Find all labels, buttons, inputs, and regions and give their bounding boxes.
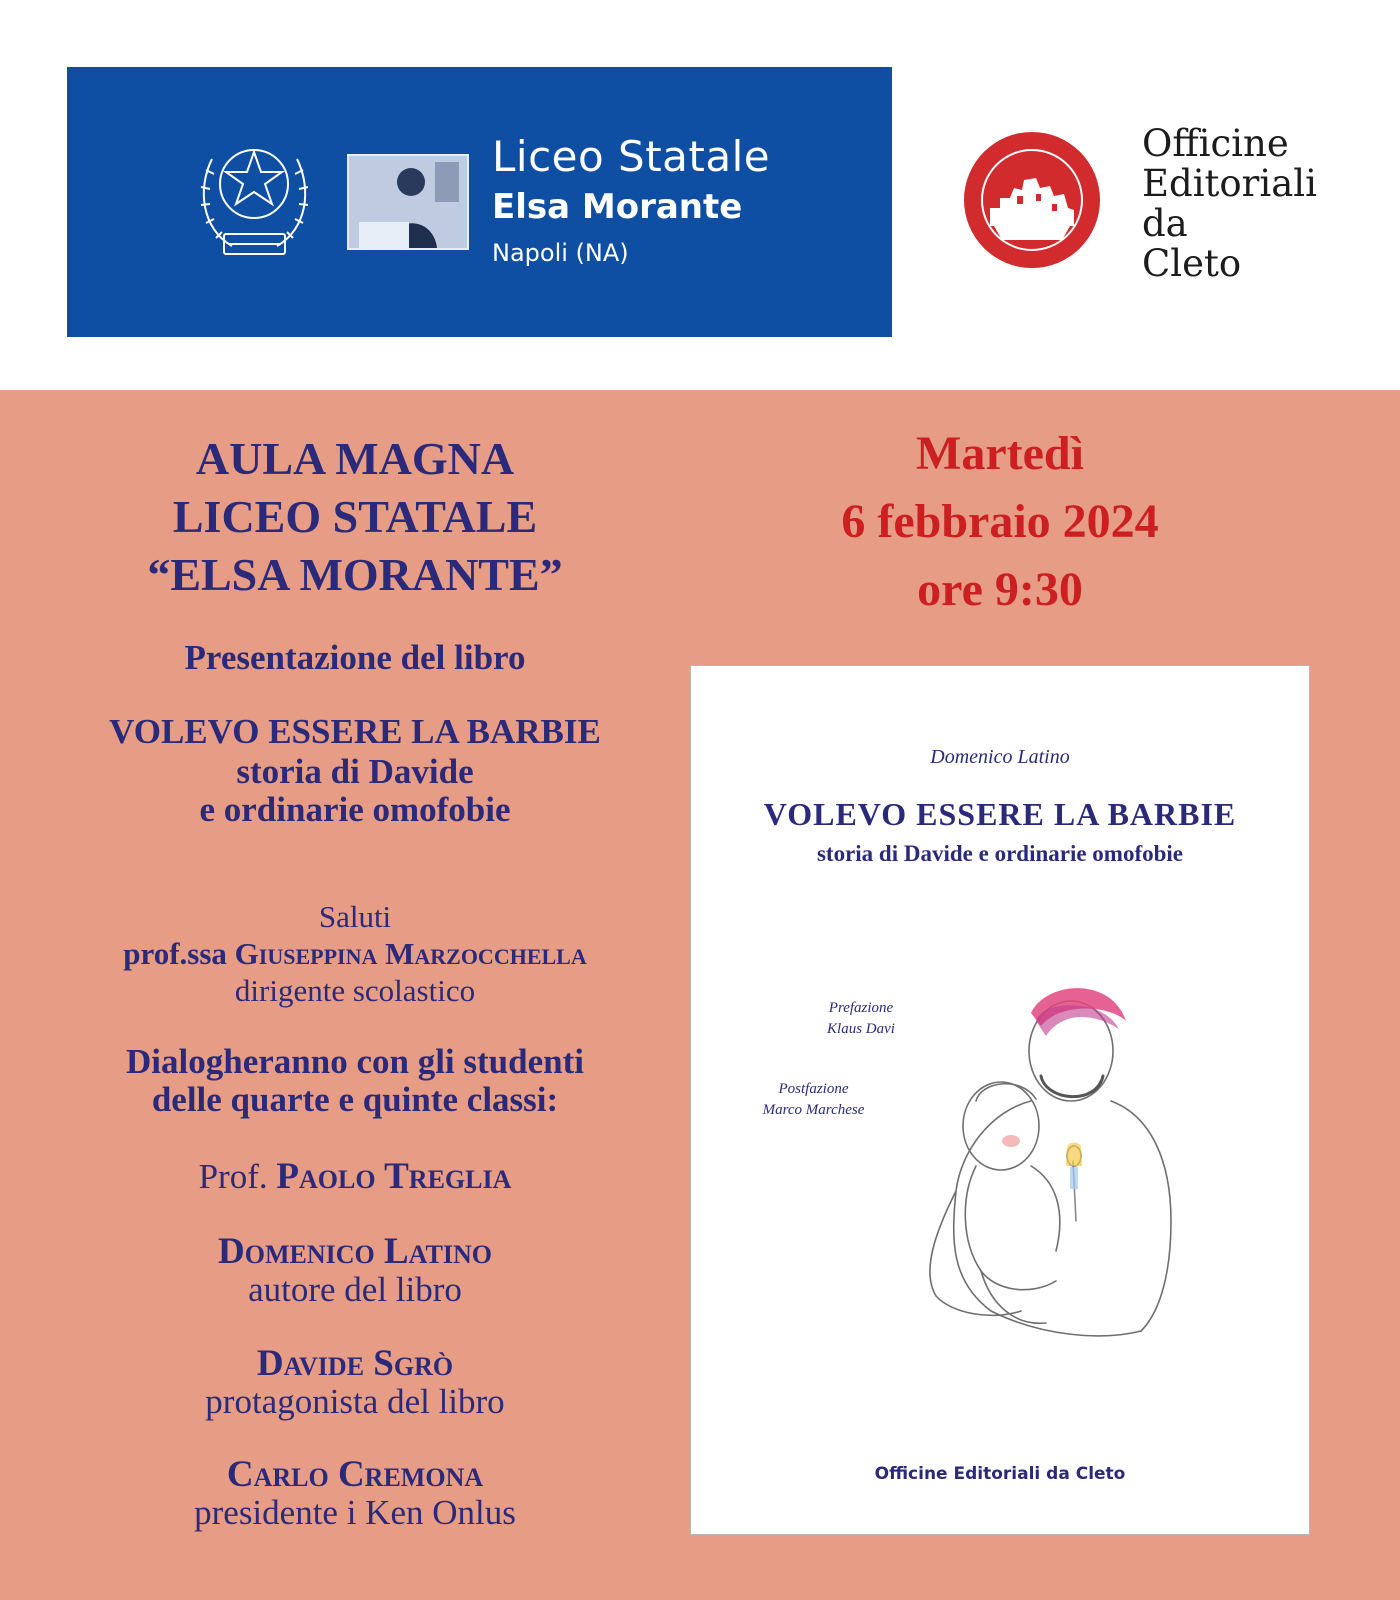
school-banner <box>67 67 892 337</box>
cover-publisher: Officine Editoriali da Cleto <box>874 1464 1126 1484</box>
italian-republic-emblem-icon <box>192 134 317 269</box>
speaker-item <box>40 1233 670 1309</box>
school-location: Napoli (NA) <box>492 239 629 267</box>
cover-postface-label: Postfazione <box>778 1081 849 1097</box>
cover-subtitle: storia di Davide e ordinarie omofobie <box>816 841 1184 866</box>
dialogue-intro <box>40 1043 670 1119</box>
venue-heading <box>40 430 670 604</box>
publisher-seal-icon <box>962 130 1102 270</box>
event-day: Martedì <box>916 427 1084 480</box>
greetings-block <box>40 898 670 1009</box>
speaker-item <box>40 1345 670 1421</box>
cover-preface-name: Klaus Davi <box>827 1021 895 1037</box>
speaker-role: protagonista del libro <box>205 1382 505 1421</box>
cover-title: VOLEVO ESSERE LA BARBIE <box>763 796 1237 832</box>
book-subtitle <box>40 753 670 829</box>
speaker-name: Davide Sgrò <box>256 1343 454 1384</box>
speaker-role: presidente i Ken Onlus <box>194 1493 516 1532</box>
greetings-label: Saluti <box>318 899 392 934</box>
cover-postface <box>746 1079 881 1121</box>
publisher-wordmark-line: Editoriali <box>1142 162 1317 205</box>
venue-line: LICEO STATALE <box>172 491 538 542</box>
venue-line: AULA MAGNA <box>195 433 515 484</box>
event-date-text: 6 febbraio 2024 <box>841 495 1159 548</box>
cover-preface <box>806 998 916 1040</box>
publisher-wordmark-line: Cleto <box>1142 242 1242 285</box>
publisher-wordmark-line: da <box>1142 202 1188 245</box>
greetings-person <box>40 935 670 972</box>
book-cover <box>690 665 1310 1535</box>
speaker-name: Carlo Cremona <box>226 1454 484 1495</box>
greetings-role: dirigente scolastico <box>234 973 476 1008</box>
speaker-name: Domenico Latino <box>218 1231 492 1272</box>
book-subtitle-line: e ordinarie omofobie <box>199 790 511 829</box>
greetings-name: Giuseppina Marzocchella <box>234 936 587 971</box>
event-time: ore 9:30 <box>917 563 1083 616</box>
publisher-wordmark <box>1142 124 1317 284</box>
school-dedication: Elsa Morante <box>492 187 743 227</box>
speaker-item <box>40 1158 670 1196</box>
publisher-wordmark-line: Officine <box>1142 122 1289 165</box>
venue-line: “ELSA MORANTE” <box>147 549 563 600</box>
speaker-item <box>40 1456 670 1532</box>
dialogue-intro-line: Dialogheranno con gli studenti <box>126 1042 584 1081</box>
elsa-morante-photo <box>347 154 469 250</box>
cover-author: Domenico Latino <box>930 746 1070 768</box>
school-name: Liceo Statale <box>492 132 771 181</box>
speaker-prefix: Prof. <box>198 1157 268 1196</box>
presentation-label: Presentazione del libro <box>184 638 526 677</box>
cover-postface-name: Marco Marchese <box>762 1102 865 1118</box>
speaker-name: Paolo Treglia <box>276 1156 512 1197</box>
book-subtitle-line: storia di Davide <box>236 752 474 791</box>
dialogue-intro-line: delle quarte e quinte classi: <box>151 1080 559 1119</box>
speaker-role: autore del libro <box>248 1270 462 1309</box>
event-panel <box>0 390 1400 1600</box>
cover-preface-label: Prefazione <box>828 1000 894 1016</box>
greetings-title: prof.ssa <box>123 936 227 971</box>
book-title: VOLEVO ESSERE LA BARBIE <box>109 712 601 751</box>
